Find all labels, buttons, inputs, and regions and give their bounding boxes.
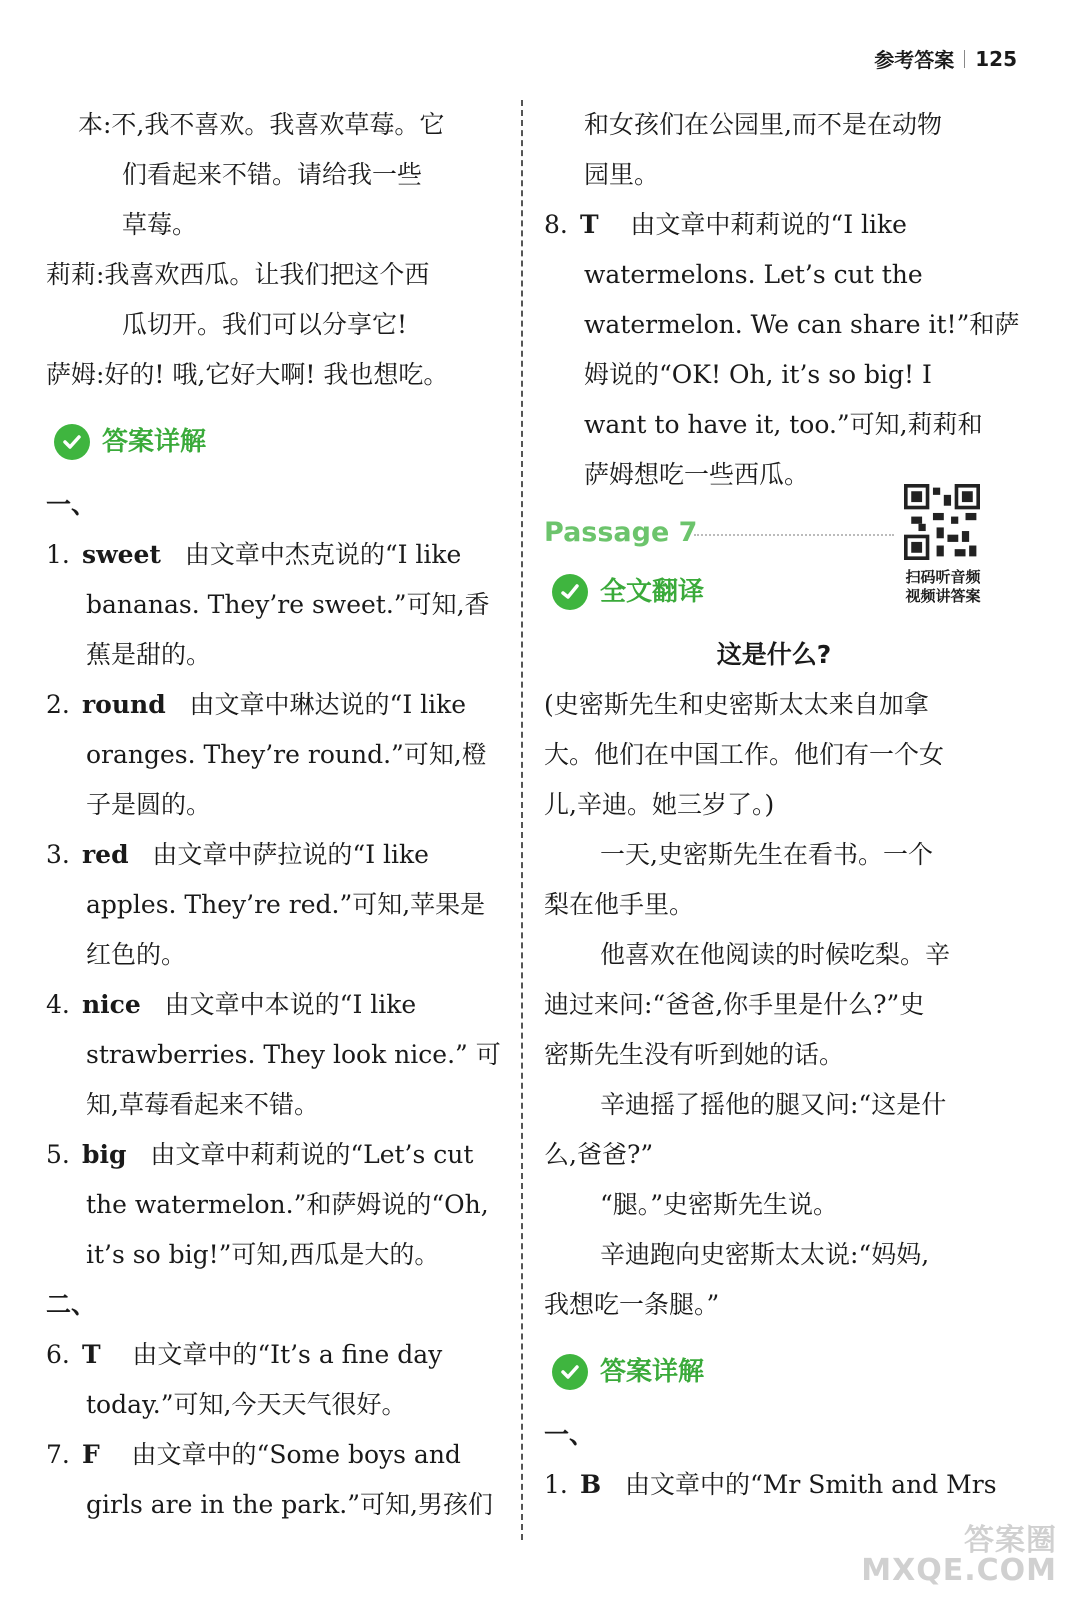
story-line: 迪过来问:“爸爸,你手里是什么?”史 <box>544 990 925 1019</box>
dialogue-line: 们看起来不错。请给我一些 <box>122 160 423 189</box>
translation-heading-label: 全文翻译 <box>600 577 705 607</box>
section-title: 参考答案 <box>874 48 955 72</box>
item-answer: big <box>82 1140 127 1169</box>
item-text: 由文章中本说的“I like <box>164 990 417 1019</box>
item-text: 萨姆想吃一些西瓜。 <box>584 460 810 489</box>
story-line: 么,爸爸?” <box>544 1140 654 1169</box>
item-text: today.”可知,今天天气很好。 <box>86 1390 407 1419</box>
item-text: watermelon. We can share it!”和萨 <box>584 310 1020 339</box>
item-text: 由文章中的“Mr Smith and Mrs <box>624 1470 997 1499</box>
part-label: 一、 <box>46 490 97 519</box>
item-text: girls are in the park.”可知,男孩们 <box>86 1490 493 1519</box>
item-answer: round <box>82 690 166 719</box>
passage-dotted-rule <box>694 534 894 536</box>
item-text: 子是圆的。 <box>86 790 212 819</box>
continued-text: 和女孩们在公园里,而不是在动物 <box>584 110 942 139</box>
dialogue-line: 萨姆:好的! 哦,它好大啊! 我也想吃。 <box>46 360 449 389</box>
item-number: 1. <box>544 1470 568 1499</box>
answer-heading-label: 答案详解 <box>600 1357 705 1387</box>
part-label: 二、 <box>46 1290 97 1319</box>
answer-section-heading <box>552 1344 1004 1400</box>
dialogue-line: 莉莉:我喜欢西瓜。让我们把这个西 <box>46 260 430 289</box>
item-number: 6. <box>46 1340 70 1369</box>
item-text: 由文章中的“It’s a fine day <box>132 1340 443 1369</box>
passage-title: Passage 7 <box>544 517 698 548</box>
qr-code-icon[interactable] <box>904 484 980 560</box>
story-line: 密斯先生没有听到她的话。 <box>544 1040 845 1069</box>
item-answer: B <box>580 1470 602 1499</box>
header-divider <box>964 50 965 68</box>
story-paragraph <box>544 1080 1004 1180</box>
qr-caption-line: 扫码听音频 <box>905 568 981 586</box>
answer-item-6 <box>46 1330 508 1430</box>
item-answer: F <box>82 1440 100 1469</box>
story-line: “腿。”史密斯先生说。 <box>600 1190 839 1219</box>
watermark-logo <box>861 1523 1057 1588</box>
item-text: oranges. They’re round.”可知,橙 <box>86 740 487 769</box>
continued-text: 园里。 <box>584 160 660 189</box>
item-text: 由文章中的“Some boys and <box>131 1440 461 1469</box>
page-number: 125 <box>975 46 1017 71</box>
answer-item-2 <box>46 680 508 830</box>
item-text: the watermelon.”和萨姆说的“Oh, <box>86 1190 489 1219</box>
part-label: 一、 <box>544 1420 595 1449</box>
item-number: 1. <box>46 540 70 569</box>
item-text: apples. They’re red.”可知,苹果是 <box>86 890 486 919</box>
item-answer: nice <box>82 990 141 1019</box>
item-text: 由文章中琳达说的“I like <box>189 690 467 719</box>
item-number: 3. <box>46 840 70 869</box>
story-line: 儿,辛迪。她三岁了。) <box>544 790 775 819</box>
story-line: 我想吃一条腿。” <box>544 1290 720 1319</box>
story-line: 一天,史密斯先生在看书。一个 <box>600 840 933 869</box>
column-divider <box>521 100 523 1540</box>
item-text: 由文章中萨拉说的“I like <box>152 840 429 869</box>
item-text: 由文章中莉莉说的“I like <box>630 210 907 239</box>
story-title: 这是什么? <box>716 640 832 669</box>
story-line: (史密斯先生和史密斯太太来自加拿 <box>544 690 929 719</box>
dialogue-line: 瓜切开。我们可以分享它! <box>122 310 408 339</box>
dialogue-sam <box>46 350 508 400</box>
item-number: 2. <box>46 690 70 719</box>
item-text: strawberries. They look nice.” 可 <box>86 1040 501 1069</box>
item-text: 姆说的“OK! Oh, it’s so big! I <box>584 360 932 389</box>
item-number: 8. <box>544 210 568 239</box>
qr-caption-line: 视频讲答案 <box>905 587 981 605</box>
story-line: 辛迪跑向史密斯太太说:“妈妈, <box>600 1240 930 1269</box>
left-column <box>46 100 508 1530</box>
dialogue-line: 本:不,我不喜欢。我喜欢草莓。它 <box>78 110 445 139</box>
check-icon <box>552 1354 588 1390</box>
item-text: bananas. They’re sweet.”可知,香 <box>86 590 490 619</box>
answer-item-7 <box>46 1430 508 1530</box>
item-text: watermelons. Let’s cut the <box>584 260 923 289</box>
story-paragraph <box>544 830 1004 930</box>
item-text: 红色的。 <box>86 940 187 969</box>
story-intro <box>544 680 1004 830</box>
item-number: 5. <box>46 1140 70 1169</box>
story-line: 大。他们在中国工作。他们有一个女 <box>544 740 945 769</box>
page-header <box>874 44 1017 73</box>
dialogue-line: 草莓。 <box>122 210 198 239</box>
answer-item-8 <box>544 200 1020 500</box>
answer-item-1 <box>544 1460 1004 1510</box>
answer-heading-label: 答案详解 <box>102 427 207 457</box>
dialogue-lily <box>46 250 508 350</box>
story-line: 辛迪摇了摇他的腿又问:“这是什 <box>600 1090 947 1119</box>
story-paragraph <box>544 1180 1004 1230</box>
item-answer: T <box>82 1340 101 1369</box>
story-line: 梨在他手里。 <box>544 890 695 919</box>
item-text: want to have it, too.”可知,莉莉和 <box>584 410 983 439</box>
item-text: 蕉是甜的。 <box>86 640 212 669</box>
watermark-line: MXQE.COM <box>861 1553 1057 1588</box>
pen-check-icon <box>552 574 588 610</box>
item-text: 知,草莓看起来不错。 <box>86 1090 319 1119</box>
item-number: 7. <box>46 1440 70 1469</box>
item-answer: red <box>82 840 129 869</box>
item-number: 4. <box>46 990 70 1019</box>
story-paragraph <box>544 930 1004 1080</box>
item-answer: T <box>580 210 599 239</box>
answer-item-5 <box>46 1130 508 1280</box>
item-answer: sweet <box>82 540 161 569</box>
check-icon <box>54 424 90 460</box>
item-text: 由文章中莉莉说的“Let’s cut <box>150 1140 474 1169</box>
story-line: 他喜欢在他阅读的时候吃梨。辛 <box>600 940 951 969</box>
item-text: 由文章中杰克说的“I like <box>184 540 462 569</box>
story-paragraph <box>544 1230 1004 1330</box>
right-column <box>544 100 1020 1510</box>
answer-item-4 <box>46 980 508 1130</box>
watermark-line: 答案圈 <box>964 1523 1057 1558</box>
item-text: it’s so big!”可知,西瓜是大的。 <box>86 1240 440 1269</box>
qr-caption <box>898 568 988 606</box>
answer-section-heading <box>54 414 508 470</box>
dialogue-ben <box>46 100 508 250</box>
answer-item-3 <box>46 830 508 980</box>
answer-item-1 <box>46 530 508 680</box>
